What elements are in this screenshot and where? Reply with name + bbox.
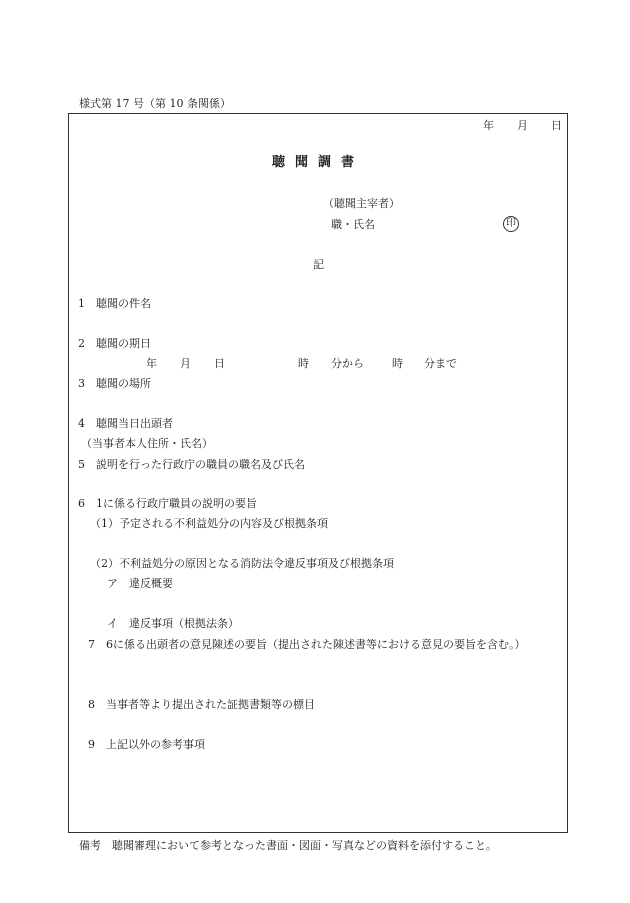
item-6-2-a: ア 違反概要: [107, 577, 173, 590]
item-6-2: （2）不利益処分の原因となる消防法令違反事項及び根拠条項: [90, 557, 394, 570]
footer-note: 備考 聴聞審理において参考となった書面・図面・写真などの資料を添付すること。: [79, 839, 497, 852]
item-4-sub: （当事者本人住所・氏名）: [81, 437, 213, 450]
item-3-place: 3 聴聞の場所: [78, 377, 151, 390]
document-frame: [68, 113, 568, 833]
item-6-2-i: イ 違反事項（根拠法条）: [107, 617, 239, 630]
item-2-hour-to-label: 時: [392, 357, 403, 370]
item-6-1: （1）予定される不利益処分の内容及び根拠条項: [90, 517, 328, 530]
item-1-subject: 1 聴聞の件名: [78, 297, 151, 310]
item-2-minute-from-label: 分から: [331, 357, 364, 370]
item-8-evidence: 8 当事者等より提出された証拠書類等の標目: [88, 698, 315, 711]
item-2-year-label: 年: [146, 357, 157, 370]
item-9-reference: 9 上記以外の参考事項: [88, 738, 205, 751]
form-number: 様式第 17 号（第 10 条関係）: [79, 97, 231, 110]
date-day-label: 日: [551, 119, 562, 132]
item-2-hour-from-label: 時: [298, 357, 309, 370]
item-2-minute-to-label: 分まで: [424, 357, 457, 370]
item-7-opinion: 7 6に係る出頭者の意見陳述の要旨（提出された陳述書等における意見の要旨を含む。）: [88, 638, 526, 651]
item-6-explanation: 6 1に係る行政庁職員の説明の要旨: [78, 497, 257, 510]
item-2-date: 2 聴聞の期日: [78, 337, 151, 350]
ki-heading: 記: [313, 258, 324, 271]
item-2-day-label: 日: [214, 357, 225, 370]
item-4-attendees: 4 聴聞当日出頭者: [78, 417, 173, 430]
document-title: 聴聞調書: [272, 155, 365, 170]
seal-mark: 印: [503, 216, 519, 232]
presider-label: （聴聞主宰者）: [323, 197, 400, 210]
presider-name-label: 職・氏名: [331, 218, 375, 231]
date-month-label: 月: [517, 119, 528, 132]
item-5-officials: 5 説明を行った行政庁の職員の職名及び氏名: [78, 458, 305, 471]
date-year-label: 年: [483, 119, 494, 132]
item-2-month-label: 月: [180, 357, 191, 370]
